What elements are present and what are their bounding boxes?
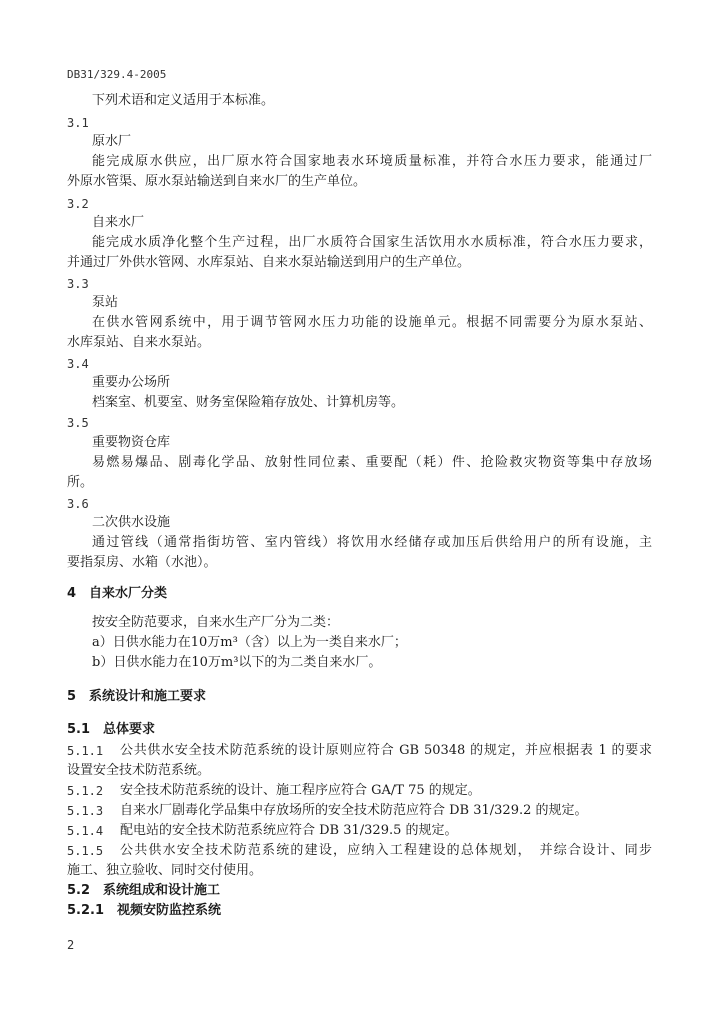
term-title: 泵站: [92, 295, 119, 310]
term-definition: 水库泵站、自来水泵站。: [67, 335, 211, 350]
term-title: 自来水厂: [92, 215, 145, 230]
intro-text: 下列术语和定义适用于本标准。: [92, 93, 275, 108]
clause-text: 安全技术防范系统的设计、施工程序应符合 GA/T 75 的规定。: [120, 783, 481, 798]
term-number: 3.2: [67, 197, 89, 211]
term-definition: 易燃易爆品、剧毒化学品、放射性同位素、重要配（耗）件、抢险救灾物资等集中存放场: [92, 455, 652, 470]
term-number: 3.5: [67, 416, 89, 430]
section-heading: 4 自来水厂分类: [67, 586, 168, 601]
term-number: 3.4: [67, 357, 89, 371]
term-definition: 要指泵房、水箱（水池）。: [67, 555, 217, 570]
list-item: b）日供水能力在10万m³以下的为二类自来水厂。: [92, 655, 382, 670]
section-heading: 5 系统设计和施工要求: [67, 689, 207, 704]
clause-number: 5.1.5: [67, 844, 104, 858]
page-number: 2: [67, 938, 75, 952]
clause-number: 5.1.3: [67, 804, 104, 818]
term-title: 原水厂: [92, 134, 132, 149]
clause-number: 5.1.1: [67, 744, 104, 758]
subsection-heading: 5.2 系统组成和设计施工: [67, 883, 221, 898]
header-code: DB31/329.4-2005: [67, 68, 167, 81]
term-number: 3.3: [67, 277, 89, 291]
section-text: 按安全防范要求，自来水生产厂分为二类：: [92, 615, 340, 630]
list-item: a）日供水能力在10万m³（含）以上为一类自来水厂；: [92, 635, 407, 650]
term-definition: 能完成原水供应，出厂原水符合国家地表水环境质量标准，并符合水压力要求，能通过厂: [92, 154, 652, 169]
clause-text: 设置安全技术防范系统。: [67, 763, 211, 778]
clause-text: 配电站的安全技术防范系统应符合 DB 31/329.5 的规定。: [120, 823, 458, 838]
clause-number: 5.1.2: [67, 784, 104, 798]
term-number: 3.1: [67, 116, 89, 130]
clause-number: 5.1.4: [67, 824, 104, 838]
clause-text: 公共供水安全技术防范系统的建设，应纳入工程建设的总体规划， 并综合设计、同步: [120, 843, 652, 858]
term-title: 重要物资仓库: [92, 435, 171, 450]
term-definition: 在供水管网系统中，用于调节管网水压力功能的设施单元。根据不同需要分为原水泵站、: [92, 315, 652, 330]
term-number: 3.6: [67, 497, 89, 511]
term-definition: 能完成水质净化整个生产过程，出厂水质符合国家生活饮用水水质标准，符合水压力要求，: [92, 235, 652, 250]
subsection-heading: 5.2.1 视频安防监控系统: [67, 903, 222, 918]
term-definition: 所。: [67, 475, 94, 490]
clause-text: 自来水厂剧毒化学品集中存放场所的安全技术防范应符合 DB 31/329.2 的规定。: [120, 803, 588, 818]
subsection-heading: 5.1 总体要求: [67, 722, 156, 737]
term-definition: 并通过厂外供水管网、水库泵站、自来水泵站输送到用户的生产单位。: [67, 255, 471, 270]
term-title: 二次供水设施: [92, 515, 171, 530]
term-title: 重要办公场所: [92, 375, 171, 390]
clause-text: 公共供水安全技术防范系统的设计原则应符合 GB 50348 的规定，并应根据表 1 的要求: [120, 743, 652, 758]
clause-text: 施工、独立验收、同时交付使用。: [67, 863, 263, 878]
term-definition: 档案室、机要室、财务室保险箱存放处、计算机房等。: [92, 395, 405, 410]
term-definition: 通过管线（通常指街坊管、室内管线）将饮用水经储存或加压后供给用户的所有设施，主: [92, 535, 652, 550]
term-definition: 外原水管渠、原水泵站输送到自来水厂的生产单位。: [67, 174, 367, 189]
